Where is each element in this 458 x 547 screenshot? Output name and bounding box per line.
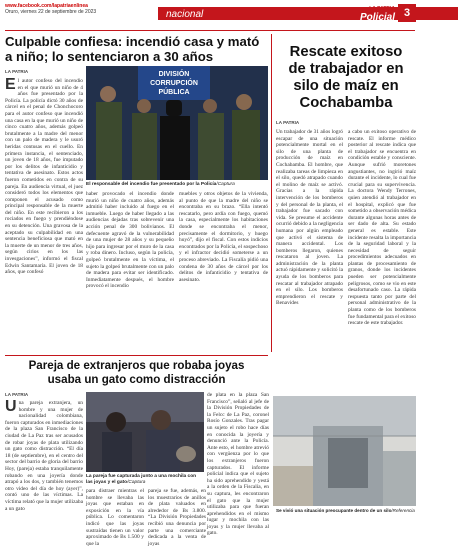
story2-col1-text: Un trabajador de 31 años logró escapar de una situación potencialmente mortal en el silo de una planta de producción de maíz en Cochabamba. El hombre, que realizaba tareas de limpieza en el silo, quedó atrapado cuando el molino de maíz se activó. Gracias a la rápida intervención de los bomberos y del personal de la planta, el trabajador fue sacado con vida. Se presume el accidente ocurrió debido a la negligencia humana por algún empleado que activó el sistema de manera accidental. Los bomberos llegaron, quienes rescataron al joven. La administración de la planta actuó rápidamente y solicitó la ayuda de los bomberos para rescatar al trabajador atrapado en el silo. Los bomberos emprendieron el rescate y Benavides [276,129,343,307]
story1-headline [5,34,267,64]
story1-column-2 [86,191,174,351]
page-header [0,0,420,30]
story1-caption-text: El responsable del incendio fue presentado por la Policía [86,182,217,187]
story2-caption-credit: /Referencia [391,508,415,513]
banner-line-3: PÚBLICA [158,89,190,96]
story2-headline-line1: Rescate exitoso [289,44,403,60]
page-number: 3 [398,4,416,22]
story2-column-2 [348,129,416,393]
story1-caption-credit: /Captura [216,182,235,187]
story3-headline-line1: Pareja de extranjeros que robaba joyas [28,359,245,372]
story2-col2-text: a cabo un exitoso operativo de rescate. El informe médico posterior al rescate indica que el trabajador se encuentra en condición estable y consciente. Aunque sufrió moretones angustiantes, no ingirió maíz durante el incidente, lo cual fue crucial para su supervivencia. La doctora Wendy Terrones, quien atendió al trabajador en el hospital, explicó que fue sometido a observación médica durante algunas horas antes de ser dado de alta. Su estado general es estable. Este incidente resalta la importancia de la seguridad laboral y la necesidad de seguir procedimientos adecuados en plantas de procesamiento de granos, donde los incidentes pueden ser potencialmente peligrosos, como se vio en este desafortunado caso. La rápida respuesta tanto por parte del personal administrativo de la planta como de los bomberos fue fundamental para el exitoso rescate de este trabajador. [348,129,416,327]
story1-column-3 [179,191,268,351]
story3-headline-line2: usaba un gato como distracción [47,373,226,386]
banner-line-1: DIVISIÓN [158,71,190,78]
column-divider [271,34,272,352]
story1-caption [86,182,268,188]
story1-headline-line1: Culpable confiesa: incendió casa y mató [5,34,260,49]
story3-col2-text: para distraer mientras el hombre se llevaba las joyas que estaban en exposición en la vía pública. Lo comentaron indicó que las joyas sustraídas tienen un valor aproximado de Bs 1.500 y que la [86,488,144,547]
story3-column-3 [148,488,206,547]
suspects-photo [86,392,204,472]
story3-caption-text: La pareja fue capturada junto a una mochila con las joyas y el gato [86,474,197,485]
story2-caption [276,508,418,514]
story2-kicker: LA PATRIA [276,120,300,125]
police-press-photo [86,66,268,180]
story3-column-1 [5,400,83,524]
section-name: nacional [166,9,204,20]
story2-headline [276,44,416,112]
brand-logo [325,6,395,23]
issue-date: Oruro, viernes 22 de septiembre de 2023 [5,9,97,15]
story3-col4-text: de plata en la plaza San Francisco”, señaló al jefe de la División Propiedades de la Felcc de La Paz, coronel Rosío Gonzales. Tras pagar un sujeto el robo hace días en conocida la joyería y denunció ante la Policía. Ante esto, el hombre atrevió con vergüenza por lo que los extranjeros fueron capturados. El informe policial indica que el sujeto ha sido aprehendido y yestá a la orden de la Fiscalía, en su captura, les encontraron el gato que la mujer utilizaba para que fueran aprehendidos en el mismo lugar y mochila con las joyas y la mujer llevaba al gato. [207,392,269,537]
story2-headline-line4: Cochabamba [299,95,393,111]
social-link[interactable]: www.facebook.com/lapatriaenlinea [5,3,88,9]
story1-photo [86,66,268,180]
story2-photo [273,396,416,506]
brand-bottom: Policial [359,12,395,23]
story3-col1-text: na pareja extranjera, un hombre y una mujer de nacionalidad colombiana, fueron capturados en inmediaciones de la plaza San Francisco de la ciudad de La Paz tras ser acusados de robar joyas de plata utilizando un gato como distracción. “El día 18 (de septiembre), en el centro del sector del barrio de gloria del barrio Hoy, (pareja) estaba tranquilamente robando en una joyería donde atrapó a los dos, y también tenemos otro video del día de hoy (ayer)”, contó uno de las víctimas. La víctima relató que la mujer utilizaba a un gato [5,400,83,512]
story1-dropcap: E [5,76,16,93]
story3-caption-credit: /Captura [127,480,146,485]
story3-kicker: LA PATRIA [5,392,29,397]
story3-column-4 [207,392,269,537]
story2-headline-line3: silo de maíz en [293,78,399,94]
brand-top: LA PATRIA [369,6,395,12]
story3-column-2 [86,488,144,547]
story3-dropcap: U [5,398,17,415]
header-meta [5,3,96,15]
silo-photo [273,396,416,506]
story-divider [5,355,268,356]
story1-col3-text: muebles y otros objetos de la vivienda, al punto de que la madre del niño se encontraba en su brazo. “Ella intentó rescatarlo, pero ardía con fuego, quemó la casa, especialmente los habitaciones donde se encontraba el menor, precisamente el dormitorio, y huego huyó”, dijo el fiscal. Con estos indicios encontrados por la Policía, el sospechoso y el infractor decidió someterse a un proceso abreviado. La Fiscalía pidió una condena de 30 años de cárcel por los delitos de infanticidio y tentativa de asesinato. [179,191,268,283]
story1-kicker: LA PATRIA [5,69,29,74]
story1-headline-line2: a niño; lo sentenciaron a 30 años [5,49,214,64]
story3-headline [5,359,268,387]
story1-col1-text: l autor confeso del incendio en el que murió un niño de 4 años fue presentado por la Policía. La policía dictó 30 años de cárcel en el penal de Chonchocoro para el autor confeso que incendió una casa en la que murió un niño de cinco cuatro años, además golpeó brutalmente a la madre del menor con un palo de madera y le usuró heridas contusas en el cuello. En primera instancia, el sentenciado, un joven de 18 años, fue imputado por los delitos de infanticidio y tentativa de asesinato. Estos actos fueron cometidos en contra de su pareja. En audiencia virtual, el juez consideró todos los elementos que componen el acusado como principal responsable de la muerte del niño. En este recibieron a los rociados en fuego y prendiéndose en su detención. Una gravosa de la aceptado su culpabilidad en una sentencia beneficiosa que mató en la muerte de un menor de tres años, según cirios en los las invesgaciones”, informó el fiscal Edwin Santamaría. El joven de 18 años, que confesó [5,78,83,276]
story1-col2-text: haber provocado el incendio donde murió un niño de cuatro años, además admitió haber incluido al fuego en el inmueble. Luego de haber llegado a las audiencias dejadas tras sobrevenir una acción penal de 300 bolivianos. El defecuente agravó de la vulnerabilidad de una mujer de 28 años y su pequeño hijo para ingresar por el muro de la casa y roba dinero. Incluso, según la policía, golpeó brutalmente en la víctima, el sujeto la golpeó brutalmente con un palo de madera para evitar ser identificado. Inmediatamente después, el hombre provocó el incendio [86,191,174,290]
story3-photo [86,392,204,472]
story2-caption-text: Se vivió una situación preocupante dentro de un silo [276,508,392,513]
story1-column-1 [5,78,83,350]
story2-headline-line2: de trabajador en [288,61,404,77]
header-divider [5,30,415,31]
story3-caption [86,474,204,486]
story3-col3-text: pareja se fue, además, en los muestrarios de anillos de plata valuados en alrededor de Bs 3.800. “La División Propiedades recibió una denuncia por parte una comerciante dedicada a la venta de joyas [148,488,206,547]
banner-line-2: CORRUPCIÓN [150,80,198,87]
